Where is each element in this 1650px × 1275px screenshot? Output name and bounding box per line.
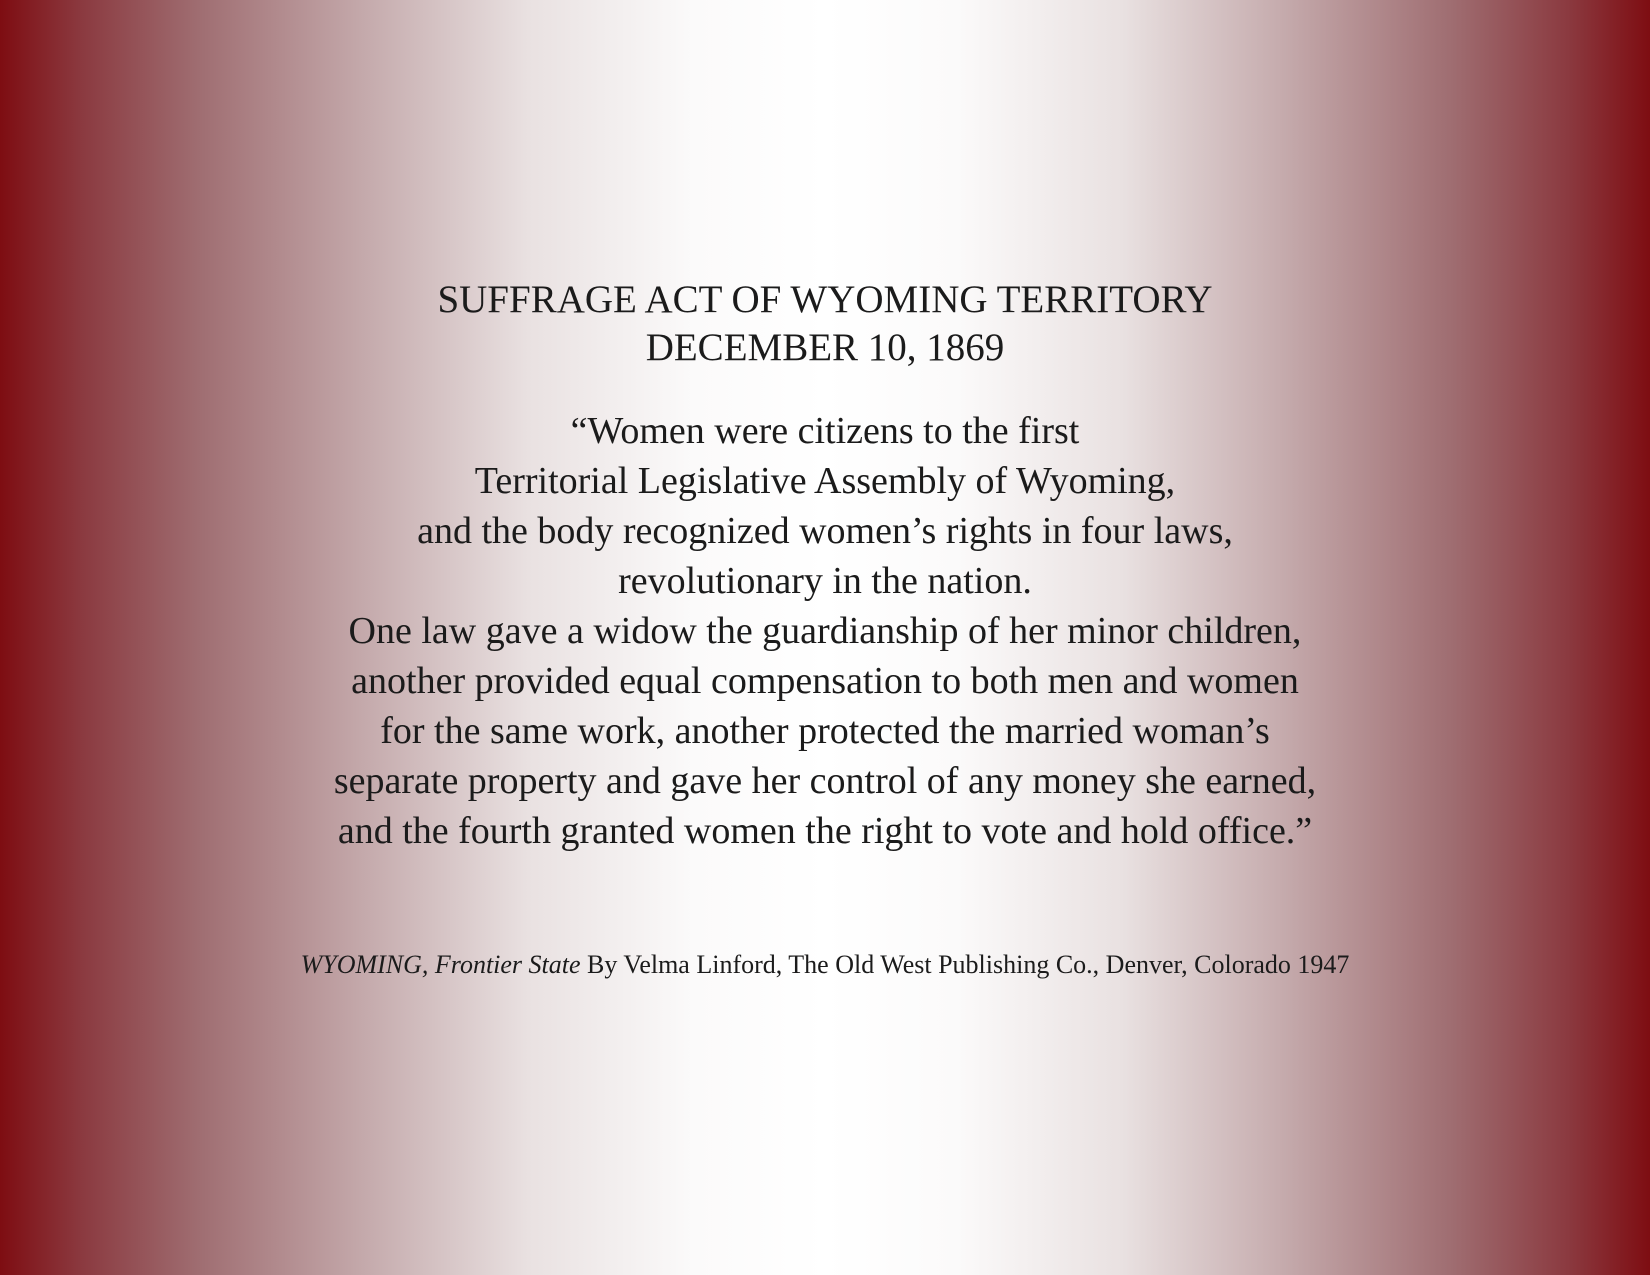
heading-title: SUFFRAGE ACT OF WYOMING TERRITORY [437, 278, 1213, 321]
quote-block [0, 406, 1650, 856]
quote-line: separate property and gave her control of any money she earned, [333, 760, 1317, 802]
quote-line: One law gave a widow the guardianship of her minor children, [348, 610, 1302, 652]
quote-line: another provided equal compensation to both men and women [351, 660, 1299, 702]
quote-line: and the body recognized women’s rights in four laws, [417, 510, 1233, 552]
source-citation [0, 948, 1650, 982]
heading-date: DECEMBER 10, 1869 [645, 326, 1005, 369]
quote-line: for the same work, another protected the married woman’s [380, 710, 1270, 752]
citation-details: By Velma Linford, The Old West Publishing Co., Denver, Colorado 1947 [580, 950, 1350, 979]
slide-heading [0, 276, 1650, 372]
quote-line: and the fourth granted women the right to vote and hold office.” [337, 810, 1313, 852]
citation-book-title: WYOMING, Frontier State [300, 950, 581, 979]
quote-line: Territorial Legislative Assembly of Wyoming, [474, 460, 1176, 502]
quote-line: “Women were citizens to the first [570, 410, 1080, 452]
quote-line: revolutionary in the nation. [618, 560, 1032, 602]
